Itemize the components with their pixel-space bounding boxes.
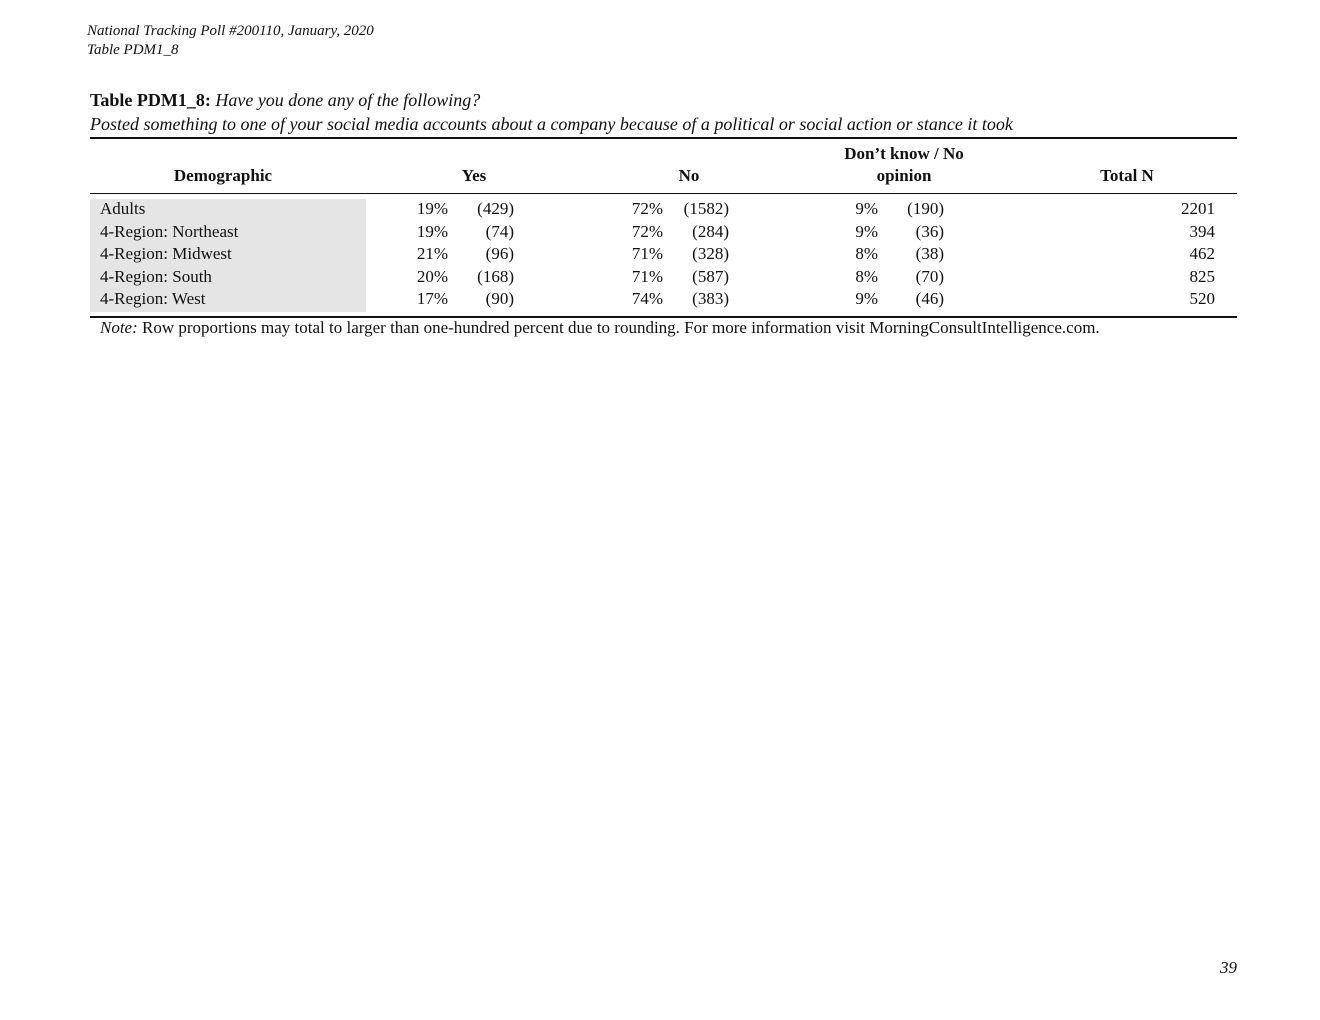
dont-know-count: (36) <box>915 221 944 241</box>
no-percent: 72% <box>631 199 663 218</box>
row-demographic: Adults <box>100 199 146 218</box>
row-demographic: 4-Region: West <box>100 289 206 309</box>
dont-know-percent: 8% <box>855 244 878 264</box>
total-n: 394 <box>1189 221 1215 241</box>
table-row <box>90 198 1237 220</box>
row-demographic: 4-Region: Northeast <box>100 221 239 241</box>
table-subtitle: Posted something to one of your social media accounts about a company because of a political or social action or stance it took <box>90 114 1013 134</box>
no-percent: 72% <box>631 221 663 241</box>
total-n: 520 <box>1189 289 1215 309</box>
table-row <box>90 243 1237 265</box>
yes-count: (168) <box>477 266 514 286</box>
total-n: 825 <box>1189 266 1215 286</box>
dont-know-count: (38) <box>915 244 944 264</box>
page-number: 39 <box>1220 958 1237 977</box>
yes-percent: 17% <box>416 289 448 309</box>
yes-count: (90) <box>485 289 514 309</box>
table-row <box>90 266 1237 288</box>
dont-know-percent: 9% <box>855 221 878 241</box>
table-row <box>90 221 1237 243</box>
dont-know-percent: 9% <box>855 289 878 309</box>
col-header-no: No <box>678 166 700 185</box>
header-rule <box>90 193 1237 194</box>
dont-know-count: (70) <box>915 266 944 286</box>
col-header-total-n: Total N <box>1100 166 1154 185</box>
yes-count: (96) <box>485 244 514 264</box>
table-top-rule <box>90 137 1237 139</box>
table-caption <box>90 88 1237 136</box>
yes-percent: 19% <box>416 199 448 218</box>
no-count: (284) <box>692 221 729 241</box>
note-text: Row proportions may total to larger than one-hundred percent due to rounding. For more information visit MorningConsultIntelligence.com. <box>142 318 1100 337</box>
no-percent: 71% <box>631 266 663 286</box>
col-header-dont-know <box>804 143 1004 187</box>
dont-know-count: (46) <box>915 289 944 309</box>
row-demographic: 4-Region: South <box>100 266 212 286</box>
no-count: (328) <box>692 244 729 264</box>
total-n: 2201 <box>1181 199 1215 218</box>
col-header-yes: Yes <box>461 166 487 185</box>
col-header-dont-know-line1: Don’t know / No <box>844 144 964 163</box>
row-demographic: 4-Region: Midwest <box>100 244 232 264</box>
dont-know-percent: 8% <box>855 266 878 286</box>
no-percent: 71% <box>631 244 663 264</box>
yes-count: (74) <box>485 221 514 241</box>
running-header <box>87 22 374 60</box>
yes-percent: 20% <box>416 266 448 286</box>
table-note <box>100 317 1100 339</box>
yes-percent: 21% <box>416 244 448 264</box>
col-header-dont-know-line2: opinion <box>876 166 932 185</box>
dont-know-count: (190) <box>907 199 944 218</box>
col-header-demographic: Demographic <box>173 166 273 185</box>
no-count: (383) <box>692 289 729 309</box>
table-row <box>90 288 1237 310</box>
no-count: (1582) <box>683 199 729 218</box>
header-poll-title: National Tracking Poll #200110, January, 2020 <box>87 23 374 39</box>
note-label: Note: <box>100 318 138 337</box>
table-question: Have you done any of the following? <box>215 90 481 110</box>
no-count: (587) <box>692 266 729 286</box>
yes-percent: 19% <box>416 221 448 241</box>
no-percent: 74% <box>631 289 663 309</box>
yes-count: (429) <box>477 199 514 218</box>
total-n: 462 <box>1189 244 1215 264</box>
header-table-id: Table PDM1_8 <box>87 42 179 58</box>
table-label: Table PDM1_8: <box>90 90 211 110</box>
dont-know-percent: 9% <box>855 199 878 218</box>
